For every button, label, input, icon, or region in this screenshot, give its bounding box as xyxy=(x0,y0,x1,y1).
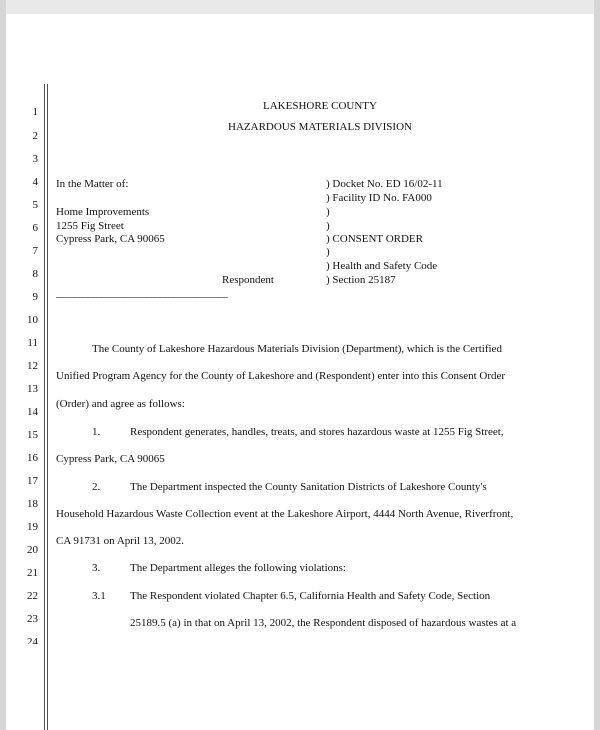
line-number: 17 xyxy=(27,475,38,487)
line-number: 21 xyxy=(27,567,38,579)
caption-rule: ______________________________________ xyxy=(56,287,227,299)
caption-paren: ) xyxy=(326,220,330,232)
line-number: 14 xyxy=(27,406,38,418)
facility-id: ) Facility ID No. FA000 xyxy=(326,192,432,204)
paragraph-1-line-1: The County of Lakeshore Hazardous Materials Division (Department), which is the Certified xyxy=(92,343,502,355)
item-3-line-1: The Department alleges the following violations: xyxy=(130,562,346,574)
party-name: Home Improvements xyxy=(56,206,150,218)
item-1-line-1: Respondent generates, handles, treats, and stores hazardous waste at 1255 Fig Street, xyxy=(130,426,504,438)
line-number: 12 xyxy=(27,360,38,372)
line-number: 9 xyxy=(32,291,38,303)
page-top-shade xyxy=(6,0,594,14)
paragraph-1-line-2: Unified Program Agency for the County of Lakeshore and (Respondent) enter into this Consent Order xyxy=(56,370,506,382)
right-margin-shade xyxy=(594,0,600,730)
in-matter-label: In the Matter of: xyxy=(56,178,129,190)
caption-paren: ) xyxy=(326,246,330,258)
line-number: 2 xyxy=(32,130,38,142)
item-2-number: 2. xyxy=(92,481,101,493)
line-number: 11 xyxy=(27,337,38,349)
line-number: 4 xyxy=(32,176,38,188)
item-3-1-number: 3.1 xyxy=(92,590,106,602)
line-number: 1 xyxy=(32,106,38,118)
county-heading: LAKESHORE COUNTY xyxy=(263,100,377,112)
respondent-label: Respondent xyxy=(222,274,274,286)
margin-rule-left-1 xyxy=(44,84,45,730)
margin-rule-left-2 xyxy=(47,84,48,730)
docket-number: ) Docket No. ED 16/02-11 xyxy=(326,178,443,190)
line-number: 23 xyxy=(27,613,38,625)
line-number: 24 xyxy=(27,636,38,644)
item-2-line-2: Household Hazardous Waste Collection event at the Lakeshore Airport, 4444 North Avenue, Riverfront, xyxy=(56,508,514,520)
line-number: 16 xyxy=(27,452,38,464)
health-safety-code: ) Health and Safety Code xyxy=(326,260,438,272)
item-3-1-line-1: The Respondent violated Chapter 6.5, California Health and Safety Code, Section xyxy=(130,590,491,602)
item-2-line-1: The Department inspected the County Sanitation Districts of Lakeshore County's xyxy=(130,481,487,493)
line-number: 13 xyxy=(27,383,38,395)
caption-paren: ) xyxy=(326,206,330,218)
paragraph-1-line-3: (Order) and agree as follows: xyxy=(56,398,185,410)
item-1-line-2: Cypress Park, CA 90065 xyxy=(56,453,165,465)
line-number: 10 xyxy=(27,314,38,326)
division-heading: HAZARDOUS MATERIALS DIVISION xyxy=(228,121,412,133)
item-3-number: 3. xyxy=(92,562,101,574)
line-number: 3 xyxy=(32,153,38,165)
item-2-line-3: CA 91731 on April 13, 2002. xyxy=(56,535,185,547)
consent-order-title: ) CONSENT ORDER xyxy=(326,233,423,245)
item-1-number: 1. xyxy=(92,426,101,438)
party-city: Cypress Park, CA 90065 xyxy=(56,233,165,245)
line-number: 15 xyxy=(27,429,38,441)
line-number: 20 xyxy=(27,544,38,556)
line-number: 19 xyxy=(27,521,38,533)
line-number: 18 xyxy=(27,498,38,510)
item-3-1-line-2: 25189.5 (a) in that on April 13, 2002, the Respondent disposed of hazardous wastes at a xyxy=(130,617,517,629)
line-number: 5 xyxy=(32,199,38,211)
code-section: ) Section 25187 xyxy=(326,274,396,286)
line-number: 6 xyxy=(32,222,38,234)
line-number: 7 xyxy=(32,245,38,257)
line-number: 8 xyxy=(32,268,38,280)
party-street: 1255 Fig Street xyxy=(56,220,124,232)
line-number: 22 xyxy=(27,590,38,602)
